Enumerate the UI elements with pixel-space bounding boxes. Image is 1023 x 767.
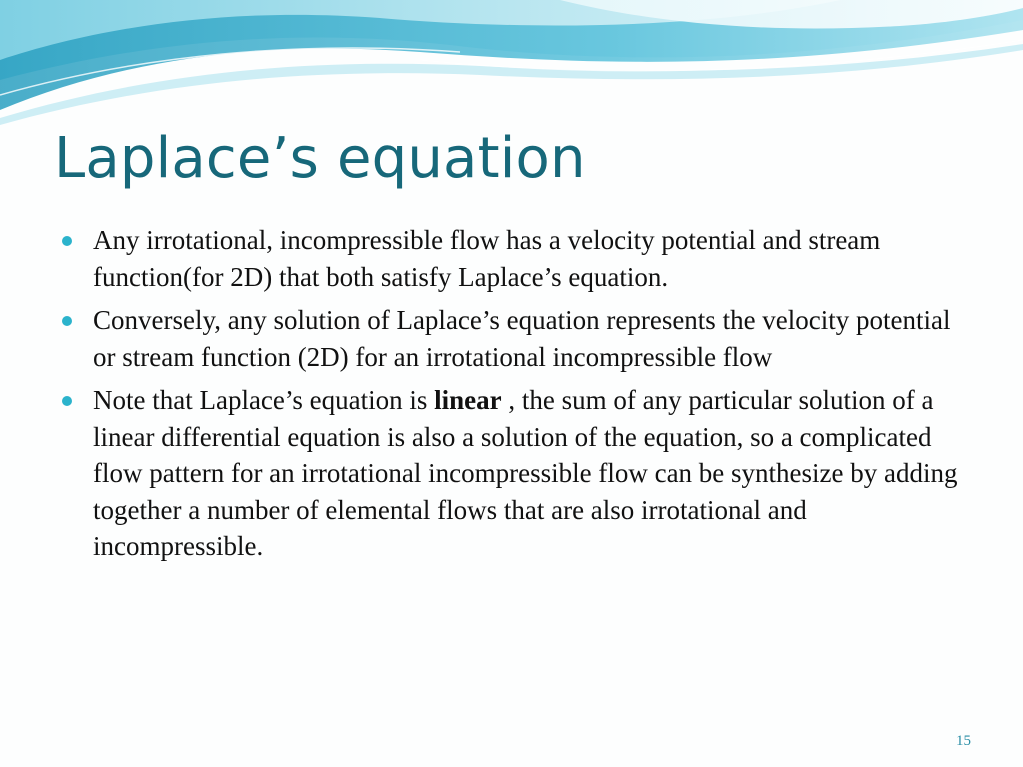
- slide-title: Laplace’s equation: [54, 126, 586, 191]
- bullet-dot-icon: [62, 396, 72, 406]
- bullet-text: Conversely, any solution of Laplace’s equation represents the velocity potential or stream function (2D) for an irrotational incompressible flow: [93, 305, 951, 372]
- bullet-text: Any irrotational, incompressible flow has a velocity potential and stream function(for 2D) that both satisfy Laplace’s equation.: [93, 225, 881, 292]
- bullet-dot-icon: [62, 316, 72, 326]
- bullet-dot-icon: [62, 236, 72, 246]
- bullet-item: [60, 222, 960, 295]
- bullet-text: [93, 385, 958, 561]
- slide-number: 15: [956, 733, 971, 749]
- bullet-bold-term: linear: [434, 385, 502, 415]
- bullet-text-before: Note that Laplace’s equation is: [93, 385, 435, 415]
- bullet-text-after: , the sum of any particular solution of a linear differential equation is also a solution of the equation, so a complicated flow pattern for an irrotational incompressible flow can be synthesize by adding together a number of elemental flows that are also irrotational and incompressible.: [93, 385, 958, 561]
- bullet-item: [60, 382, 960, 565]
- bullet-item: [60, 302, 960, 375]
- bullet-list: [60, 222, 960, 572]
- wave-banner-decoration: [0, 0, 1023, 130]
